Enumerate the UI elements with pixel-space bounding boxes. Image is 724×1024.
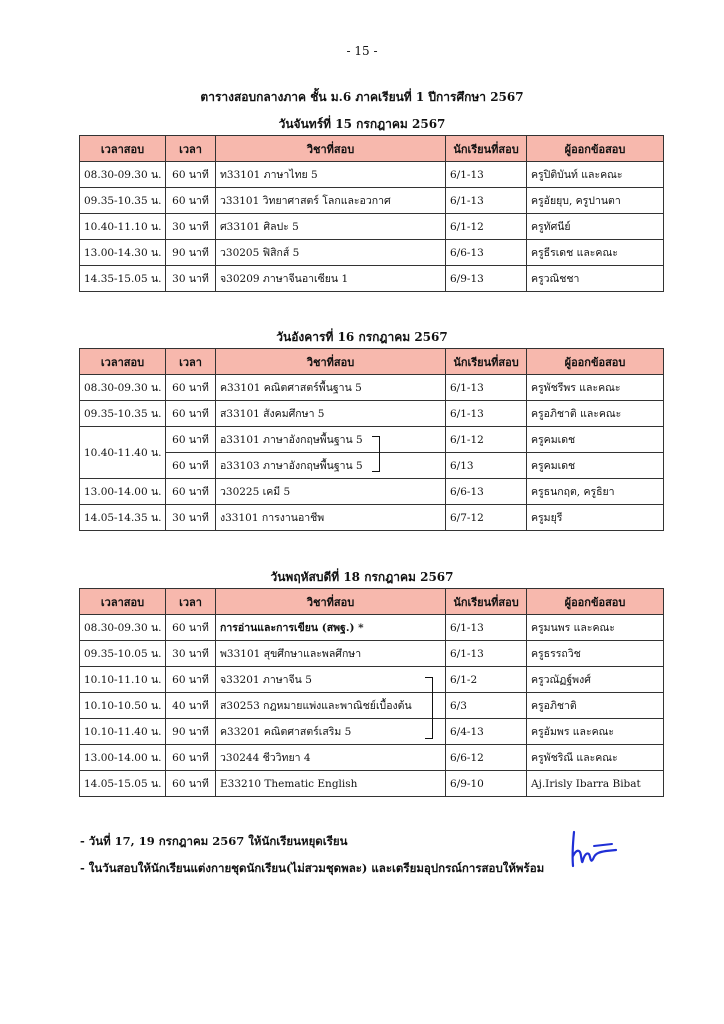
cell-examiner: ครูธนกฤต, ครูธิยา — [527, 479, 664, 505]
cell-time: 10.10-11.40 น. — [80, 719, 166, 745]
cell-duration: 60 นาที — [166, 615, 216, 641]
cell-examiner: ครูอภิชาติ และคณะ — [527, 401, 664, 427]
cell-time: 10.40-11.10 น. — [80, 214, 166, 240]
header-examiner: ผู้ออกข้อสอบ — [527, 136, 664, 162]
cell-students: 6/6-12 — [446, 745, 527, 771]
cell-subject: ส33101 สังคมศึกษา 5 — [216, 401, 446, 427]
table-row — [80, 745, 664, 771]
cell-students: 6/1-12 — [446, 214, 527, 240]
table-row — [80, 505, 664, 531]
schedule-table-monday — [79, 135, 664, 292]
cell-students: 6/1-13 — [446, 375, 527, 401]
cell-duration: 40 นาที — [166, 693, 216, 719]
cell-students: 6/9-13 — [446, 266, 527, 292]
cell-students: 6/3 — [446, 693, 527, 719]
cell-examiner: ครูอัมพร และคณะ — [527, 719, 664, 745]
cell-subject: ค33101 คณิตศาสตร์พื้นฐาน 5 — [216, 375, 446, 401]
cell-students: 6/1-13 — [446, 401, 527, 427]
header-duration: เวลา — [166, 349, 216, 375]
cell-time: 14.05-15.05 น. — [80, 771, 166, 797]
cell-duration: 60 นาที — [166, 375, 216, 401]
table-row — [80, 641, 664, 667]
header-duration: เวลา — [166, 589, 216, 615]
cell-time: 10.10-11.10 น. — [80, 667, 166, 693]
cell-examiner: ครูปิติบันท์ และคณะ — [527, 162, 664, 188]
cell-duration: 30 นาที — [166, 641, 216, 667]
cell-examiner: ครูพัชริณี และคณะ — [527, 745, 664, 771]
cell-time: 13.00-14.00 น. — [80, 479, 166, 505]
cell-examiner: ครูวณิชชา — [527, 266, 664, 292]
header-students: นักเรียนที่สอบ — [446, 349, 527, 375]
note-holiday: - วันที่ 17, 19 กรกฎาคม 2567 ให้นักเรียนหยุดเรียน — [80, 834, 348, 848]
header-examiner: ผู้ออกข้อสอบ — [527, 349, 664, 375]
cell-subject: ว30244 ชีววิทยา 4 — [216, 745, 446, 771]
table-row — [80, 375, 664, 401]
cell-examiner: ครูมยุรี — [527, 505, 664, 531]
table-row — [80, 615, 664, 641]
cell-duration: 30 นาที — [166, 505, 216, 531]
cell-subject: จ33201 ภาษาจีน 5 — [216, 667, 446, 693]
cell-duration: 30 นาที — [166, 266, 216, 292]
schedule-table-thursday — [79, 588, 664, 797]
cell-examiner: ครูอัยยุบ, ครูปานตา — [527, 188, 664, 214]
cell-time: 08.30-09.30 น. — [80, 375, 166, 401]
cell-students: 6/9-10 — [446, 771, 527, 797]
cell-subject: อ33103 ภาษาอังกฤษพื้นฐาน 5 — [216, 453, 446, 479]
cell-students: 6/1-2 — [446, 667, 527, 693]
cell-duration: 30 นาที — [166, 214, 216, 240]
cell-duration: 60 นาที — [166, 401, 216, 427]
header-exam-time: เวลาสอบ — [80, 136, 166, 162]
cell-time: 08.30-09.30 น. — [80, 615, 166, 641]
cell-students: 6/13 — [446, 453, 527, 479]
cell-examiner: ครูธีรเดช และคณะ — [527, 240, 664, 266]
cell-duration: 60 นาที — [166, 745, 216, 771]
cell-students: 6/1-13 — [446, 188, 527, 214]
cell-students: 6/6-13 — [446, 240, 527, 266]
cell-examiner: ครูพัชรีพร และคณะ — [527, 375, 664, 401]
cell-time: 14.05-14.35 น. — [80, 505, 166, 531]
cell-examiner: ครูอภิชาติ — [527, 693, 664, 719]
cell-subject: การอ่านและการเขียน (สพฐ.) * — [216, 615, 446, 641]
cell-duration: 60 นาที — [166, 427, 216, 453]
cell-time: 09.35-10.05 น. — [80, 641, 166, 667]
header-duration: เวลา — [166, 136, 216, 162]
cell-duration: 60 นาที — [166, 188, 216, 214]
cell-duration: 60 นาที — [166, 771, 216, 797]
cell-subject: ส30253 กฎหมายแพ่งและพาณิชย์เบื้องต้น — [216, 693, 446, 719]
cell-subject: ศ33101 ศิลปะ 5 — [216, 214, 446, 240]
cell-subject: ง33101 การงานอาชีพ — [216, 505, 446, 531]
cell-examiner: ครูวณัฏฐ์พงศ์ — [527, 667, 664, 693]
table-row — [80, 214, 664, 240]
cell-examiner: ครูคมเดช — [527, 427, 664, 453]
cell-students: 6/7-12 — [446, 505, 527, 531]
header-subject: วิชาที่สอบ — [216, 589, 446, 615]
cell-students: 6/1-13 — [446, 641, 527, 667]
cell-time: 09.35-10.35 น. — [80, 401, 166, 427]
cell-examiner: ครูทัศนีย์ — [527, 214, 664, 240]
header-subject: วิชาที่สอบ — [216, 136, 446, 162]
cell-examiner: ครูมนพร และคณะ — [527, 615, 664, 641]
cell-time: 09.35-10.35 น. — [80, 188, 166, 214]
table-row — [80, 188, 664, 214]
table-header-row — [80, 349, 664, 375]
cell-subject: ว30205 ฟิสิกส์ 5 — [216, 240, 446, 266]
cell-students: 6/1-13 — [446, 615, 527, 641]
day-title-monday: วันจันทร์ที่ 15 กรกฎาคม 2567 — [278, 117, 446, 131]
cell-examiner: Aj.Irisly Ibarra Bibat — [527, 771, 664, 797]
cell-subject: ท33101 ภาษาไทย 5 — [216, 162, 446, 188]
cell-time: 13.00-14.00 น. — [80, 745, 166, 771]
table-row — [80, 771, 664, 797]
cell-examiner: ครูคมเดช — [527, 453, 664, 479]
cell-time: 14.35-15.05 น. — [80, 266, 166, 292]
table-row — [80, 667, 664, 693]
header-students: นักเรียนที่สอบ — [446, 136, 527, 162]
table-header-row — [80, 136, 664, 162]
header-exam-time: เวลาสอบ — [80, 589, 166, 615]
table-row — [80, 240, 664, 266]
table-header-row — [80, 589, 664, 615]
cell-duration: 60 นาที — [166, 667, 216, 693]
group-bracket — [425, 677, 433, 739]
cell-duration: 60 นาที — [166, 453, 216, 479]
cell-time: 13.00-14.30 น. — [80, 240, 166, 266]
cell-subject: ว30225 เคมี 5 — [216, 479, 446, 505]
cell-subject: E33210 Thematic English — [216, 771, 446, 797]
cell-students: 6/4-13 — [446, 719, 527, 745]
cell-examiner: ครูธรรถวิช — [527, 641, 664, 667]
table-row — [80, 693, 664, 719]
group-bracket — [372, 436, 380, 472]
cell-duration: 60 นาที — [166, 162, 216, 188]
table-row — [80, 479, 664, 505]
main-title: ตารางสอบกลางภาค ชั้น ม.6 ภาคเรียนที่ 1 ปีการศึกษา 2567 — [200, 90, 524, 104]
cell-duration: 90 นาที — [166, 719, 216, 745]
header-examiner: ผู้ออกข้อสอบ — [527, 589, 664, 615]
note-uniform: - ในวันสอบให้นักเรียนแต่งกายชุดนักเรียน(ไม่สวมชุดพละ) และเตรียมอุปกรณ์การสอบให้พร้อม — [80, 861, 545, 875]
table-row — [80, 401, 664, 427]
signature — [566, 826, 622, 870]
cell-subject: อ33101 ภาษาอังกฤษพื้นฐาน 5 — [216, 427, 446, 453]
cell-subject: พ33101 สุขศึกษาและพลศึกษา — [216, 641, 446, 667]
header-exam-time: เวลาสอบ — [80, 349, 166, 375]
cell-students: 6/1-13 — [446, 162, 527, 188]
cell-students: 6/1-12 — [446, 427, 527, 453]
cell-subject: จ30209 ภาษาจีนอาเซียน 1 — [216, 266, 446, 292]
table-row — [80, 266, 664, 292]
cell-time: 08.30-09.30 น. — [80, 162, 166, 188]
header-subject: วิชาที่สอบ — [216, 349, 446, 375]
cell-students: 6/6-13 — [446, 479, 527, 505]
page-number: - 15 - — [346, 44, 378, 58]
day-title-tuesday: วันอังคารที่ 16 กรกฎาคม 2567 — [276, 330, 448, 344]
cell-duration: 60 นาที — [166, 479, 216, 505]
table-row — [80, 162, 664, 188]
cell-time: 10.10-10.50 น. — [80, 693, 166, 719]
cell-duration: 90 นาที — [166, 240, 216, 266]
cell-subject: ค33201 คณิตศาสตร์เสริม 5 — [216, 719, 446, 745]
day-title-thursday: วันพฤหัสบดีที่ 18 กรกฎาคม 2567 — [270, 570, 454, 584]
cell-subject: ว33101 วิทยาศาสตร์ โลกและอวกาศ — [216, 188, 446, 214]
header-students: นักเรียนที่สอบ — [446, 589, 527, 615]
table-row — [80, 719, 664, 745]
cell-time: 10.40-11.40 น. — [80, 427, 166, 479]
